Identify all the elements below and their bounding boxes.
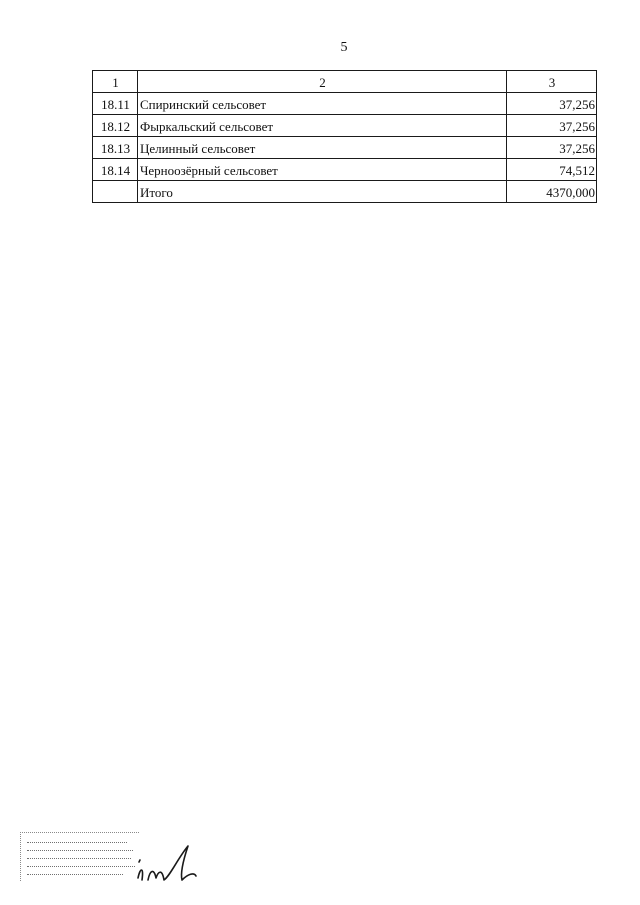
column-header-number: 1 bbox=[93, 71, 138, 93]
row-value: 37,256 bbox=[507, 93, 597, 115]
row-number: 18.12 bbox=[93, 115, 138, 137]
row-value: 74,512 bbox=[507, 159, 597, 181]
row-name: Спиринский сельсовет bbox=[137, 93, 506, 115]
row-name: Черноозёрный сельсовет bbox=[137, 159, 506, 181]
allocation-table bbox=[92, 70, 597, 203]
certification-stamp-icon bbox=[20, 832, 139, 881]
signature-icon bbox=[130, 838, 220, 898]
total-number bbox=[93, 181, 138, 203]
row-name: Фыркальский сельсовет bbox=[137, 115, 506, 137]
row-value: 37,256 bbox=[507, 115, 597, 137]
table-row bbox=[93, 159, 597, 181]
table-row bbox=[93, 115, 597, 137]
table-row bbox=[93, 93, 597, 115]
page-number: 5 bbox=[340, 40, 348, 55]
row-number: 18.14 bbox=[93, 159, 138, 181]
table-header-row bbox=[93, 71, 597, 93]
total-label: Итого bbox=[137, 181, 506, 203]
table-row bbox=[93, 137, 597, 159]
row-name: Целинный сельсовет bbox=[137, 137, 506, 159]
row-number: 18.13 bbox=[93, 137, 138, 159]
row-number: 18.11 bbox=[93, 93, 138, 115]
total-value: 4370,000 bbox=[507, 181, 597, 203]
row-value: 37,256 bbox=[507, 137, 597, 159]
table-total-row bbox=[93, 181, 597, 203]
column-header-value: 3 bbox=[507, 71, 597, 93]
column-header-name: 2 bbox=[137, 71, 506, 93]
